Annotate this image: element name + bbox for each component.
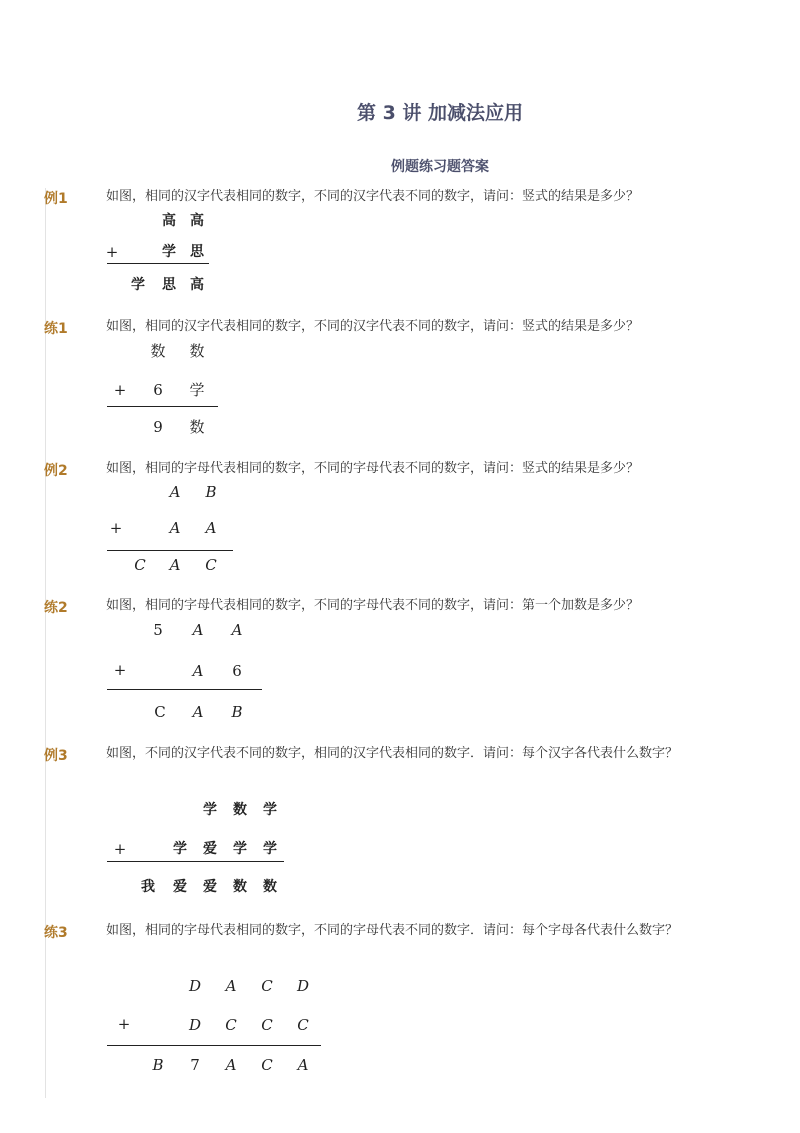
page-subtitle: 例题练习题答案: [391, 159, 489, 175]
equation-digit: 7: [190, 1056, 200, 1074]
equation-digit: A: [225, 1056, 237, 1074]
plus-sign: +: [109, 519, 123, 537]
problem-question: 如图，相同的字母代表相同的数字，不同的字母代表不同的数字，请问：第一个加数是多少？: [106, 598, 640, 613]
equation-digit: C: [205, 556, 217, 574]
sum-rule: [107, 406, 218, 407]
equation-digit: 爱: [203, 841, 217, 857]
equation-digit: A: [297, 1056, 309, 1074]
equation-digit: B: [152, 1056, 164, 1074]
equation-digit: 学: [189, 381, 205, 399]
equation-digit: 学: [233, 841, 247, 857]
equation-digit: 思: [162, 277, 176, 293]
equation-digit: 数: [233, 802, 247, 818]
equation-digit: 学: [203, 802, 217, 818]
sum-rule: [107, 689, 262, 690]
equation-digit: 我: [141, 879, 155, 895]
equation-digit: 学: [263, 841, 277, 857]
plus-sign: +: [113, 840, 127, 858]
equation-digit: B: [231, 703, 243, 721]
plus-sign: +: [113, 381, 127, 399]
equation-digit: 学: [173, 841, 187, 857]
equation-digit: D: [188, 977, 202, 995]
equation-digit: 思: [190, 244, 204, 260]
problem-question: 如图，相同的汉字代表相同的数字，不同的汉字代表不同的数字，请问：竖式的结果是多少？: [106, 319, 640, 334]
sum-rule: [107, 263, 209, 264]
equation-digit: 数: [263, 879, 277, 895]
equation-digit: A: [192, 662, 204, 680]
plus-sign: +: [113, 661, 127, 679]
plus-sign: +: [105, 243, 119, 261]
problem-question: 如图，相同的字母代表相同的数字，不同的字母代表不同的数字，请问：竖式的结果是多少？: [106, 461, 640, 476]
equation-digit: 高: [162, 213, 176, 229]
problem-question: 如图，相同的汉字代表相同的数字，不同的汉字代表不同的数字，请问：竖式的结果是多少？: [106, 189, 640, 204]
equation-digit: C: [261, 977, 273, 995]
equation-digit: 数: [233, 879, 247, 895]
equation-digit: C: [225, 1016, 237, 1034]
equation-digit: C: [261, 1016, 273, 1034]
equation-digit: A: [225, 977, 237, 995]
equation-digit: B: [205, 483, 217, 501]
equation-digit: C: [297, 1016, 309, 1034]
equation-digit: 高: [190, 213, 204, 229]
equation-digit: 高: [190, 277, 204, 293]
equation-digit: C: [261, 1056, 273, 1074]
equation-digit: A: [231, 621, 243, 639]
equation-digit: A: [205, 519, 217, 537]
equation-digit: 5: [153, 621, 163, 639]
sum-rule: [107, 861, 284, 862]
problem-label: 例1: [44, 191, 68, 207]
equation-digit: C: [154, 703, 166, 721]
equation-digit: 6: [232, 662, 242, 680]
equation-digit: A: [169, 519, 181, 537]
problem-label: 练1: [44, 321, 68, 337]
equation-digit: 9: [153, 418, 163, 436]
problem-label: 例2: [44, 463, 68, 479]
equation-digit: D: [188, 1016, 202, 1034]
plus-sign: +: [117, 1015, 131, 1033]
problem-question: 如图，相同的字母代表相同的数字，不同的字母代表不同的数字．请问：每个字母各代表什么数字？: [106, 923, 679, 938]
page-title: 第 3 讲 加减法应用: [356, 102, 524, 124]
sum-rule: [107, 1045, 321, 1046]
problem-question: 如图，不同的汉字代表不同的数字，相同的汉字代表相同的数字．请问：每个汉字各代表什么数字？: [106, 746, 679, 761]
equation-digit: 数: [189, 342, 205, 360]
equation-digit: A: [192, 703, 204, 721]
equation-digit: C: [134, 556, 146, 574]
equation-digit: 学: [162, 244, 176, 260]
equation-digit: D: [296, 977, 310, 995]
equation-digit: 6: [153, 381, 163, 399]
equation-digit: 爱: [203, 879, 217, 895]
equation-digit: 数: [189, 418, 205, 436]
equation-digit: A: [169, 556, 181, 574]
equation-digit: A: [192, 621, 204, 639]
sum-rule: [107, 550, 233, 551]
equation-digit: 学: [131, 277, 145, 293]
equation-digit: 学: [263, 802, 277, 818]
equation-digit: 数: [150, 342, 166, 360]
problem-label: 例3: [44, 748, 68, 764]
equation-digit: A: [169, 483, 181, 501]
problem-label: 练3: [44, 925, 68, 941]
equation-digit: 爱: [173, 879, 187, 895]
problem-label: 练2: [44, 600, 68, 616]
